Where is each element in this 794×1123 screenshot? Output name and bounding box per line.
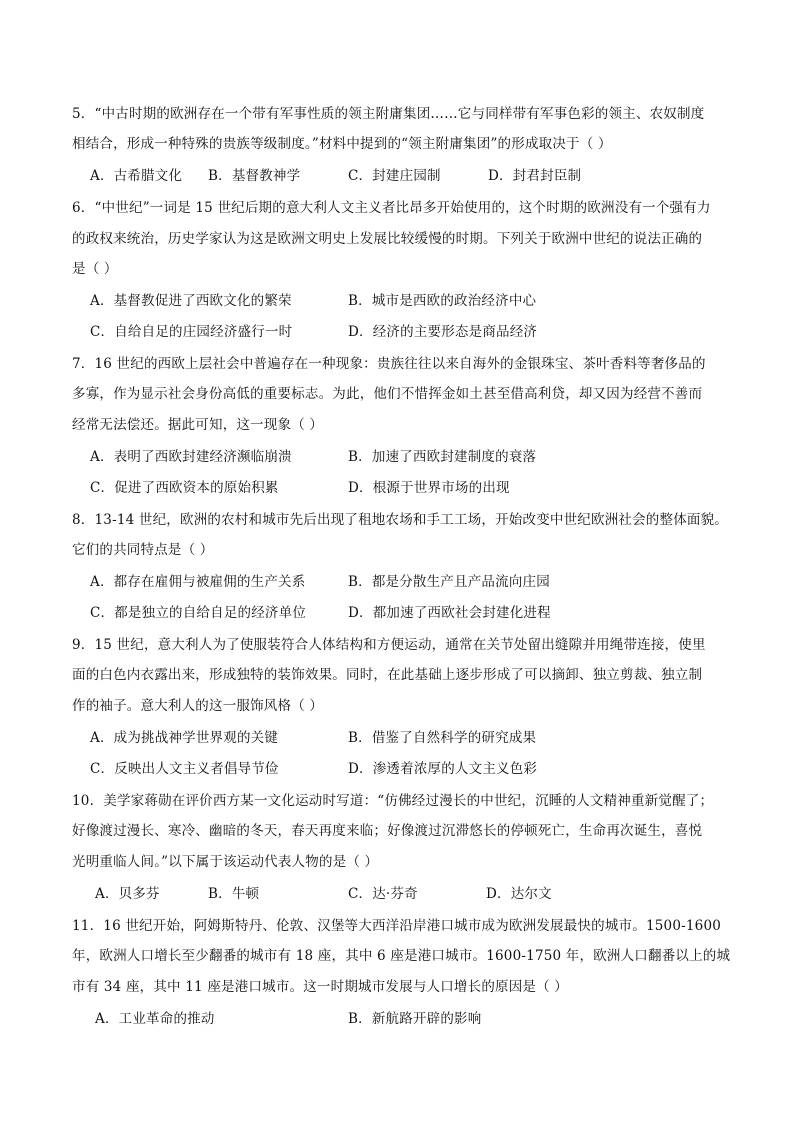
question-7-stem-line-1: 7．16 世纪的西欧上层社会中普遍存在一种现象：贵族往往以来自海外的金银珠宝、茶叶香料等奢侈品的 (72, 356, 706, 372)
question-11-option-a: A．工业革命的推动 (95, 1011, 215, 1027)
question-8-option-a: A．都存在雇佣与被雇佣的生产关系 (90, 574, 306, 590)
question-5-option-a: A．古希腊文化 (90, 168, 183, 184)
question-11-stem-line-2: 年，欧洲人口增长至少翻番的城市有 18 座，其中 6 座是港口城市。1600-1750 年，欧洲人口翻番以上的城 (72, 948, 731, 964)
question-9-stem-line-2: 面的白色内衣露出来，形成独特的装饰效果。同时，在此基础上逐步形成了可以摘卸、独立剪裁、独立制 (72, 667, 703, 683)
question-9-option-b: B．借鉴了自然科学的研究成果 (348, 730, 537, 746)
question-8-option-b: B．都是分散生产且产品流向庄园 (348, 574, 550, 590)
question-6-stem-line-3: 是（ ） (72, 261, 118, 277)
question-5-option-d: D．封君封臣制 (488, 168, 582, 184)
question-7-option-c: C．促进了西欧资本的原始积累 (90, 480, 279, 496)
question-8-stem-line-2: 它们的共同特点是（ ） (72, 542, 214, 558)
question-6-option-c: C．自给自足的庄园经济盛行一时 (90, 324, 293, 340)
question-9-stem-line-3: 作的袖子。意大利人的这一服饰风格（ ） (72, 698, 324, 714)
question-10-option-c: C．达·芬奇 (348, 886, 418, 902)
question-11-stem-line-3: 市有 34 座，其中 11 座是港口城市。这一时期城市发展与人口增长的原因是（ ） (72, 979, 569, 995)
question-8-stem-line-1: 8．13-14 世纪，欧洲的农村和城市先后出现了租地农场和手工工场，开始改变中世纪欧洲社会的整体面貌。 (72, 512, 728, 528)
question-7-option-d: D．根源于世界市场的出现 (348, 480, 510, 496)
question-10-stem-line-1: 10．美学家蒋勋在评价西方某一文化运动时写道：“仿佛经过漫长的中世纪，沉睡的人文精神重新觉醒了； (72, 793, 714, 809)
question-10-option-b: B．牛顿 (208, 886, 260, 902)
question-11-stem-line-1: 11．16 世纪开始，阿姆斯特丹、伦敦、汉堡等大西洋沿岸港口城市成为欧洲发展最快的城市。1500-1600 (72, 918, 722, 934)
question-11-option-b: B．新航路开辟的影响 (348, 1011, 482, 1027)
question-6-option-b: B．城市是西欧的政治经济中心 (348, 293, 537, 309)
question-10-option-d: D．达尔文 (486, 886, 552, 902)
question-5-option-c: C．封建庄园制 (348, 168, 441, 184)
question-7-option-a: A．表明了西欧封建经济濒临崩溃 (90, 449, 292, 465)
question-6-option-d: D．经济的主要形态是商品经济 (348, 324, 538, 340)
question-7-stem-line-3: 经常无法偿还。据此可知，这一现象（ ） (72, 417, 324, 433)
question-9-option-d: D．渗透着浓厚的人文主义色彩 (348, 761, 538, 777)
question-10-stem-line-2: 好像渡过漫长、寒冷、幽暗的冬天，春天再度来临；好像渡过沉滞悠长的停顿死亡，生命再次诞生，喜悦 (72, 823, 703, 839)
question-6-option-a: A．基督教促进了西欧文化的繁荣 (90, 293, 292, 309)
question-6-stem-line-1: 6．“中世纪”一词是 15 世纪后期的意大利人文主义者比昂多开始使用的，这个时期的欧洲没有一个强有力 (72, 200, 711, 216)
question-5-stem-line-1: 5．“中古时期的欧洲存在一个带有军事性质的领主附庸集团……它与同样带有军事色彩的领主、农奴制度 (72, 106, 705, 122)
question-10-stem-line-3: 光明重临人间。”以下属于该运动代表人物的是（ ） (72, 854, 379, 870)
question-7-option-b: B．加速了西欧封建制度的衰落 (348, 449, 537, 465)
question-9-stem-line-1: 9．15 世纪，意大利人为了使服装符合人体结构和方便运动，通常在关节处留出缝隙并用绳带连接，使里 (72, 637, 706, 653)
question-5-option-b: B．基督教神学 (208, 168, 301, 184)
question-8-option-c: C．都是独立的自给自足的经济单位 (90, 605, 307, 621)
question-7-stem-line-2: 多寡，作为显示社会身份高低的重要标志。为此，他们不惜挥金如土甚至借高利贷，却又因为经营不善而 (72, 386, 703, 402)
question-6-stem-line-2: 的政权来统治，历史学家认为这是欧洲文明史上发展比较缓慢的时期。下列关于欧洲中世纪的说法正确的 (72, 231, 703, 247)
question-9-option-a: A．成为挑战神学世界观的关键 (90, 730, 279, 746)
question-10-option-a: A．贝多芬 (95, 886, 160, 902)
question-9-option-c: C．反映出人文主义者倡导节俭 (90, 761, 279, 777)
question-5-stem-line-2: 相结合，形成一种特殊的贵族等级制度。”材料中提到的“领主附庸集团”的形成取决于（ ） (72, 136, 612, 152)
question-8-option-d: D．都加速了西欧社会封建化进程 (348, 605, 551, 621)
